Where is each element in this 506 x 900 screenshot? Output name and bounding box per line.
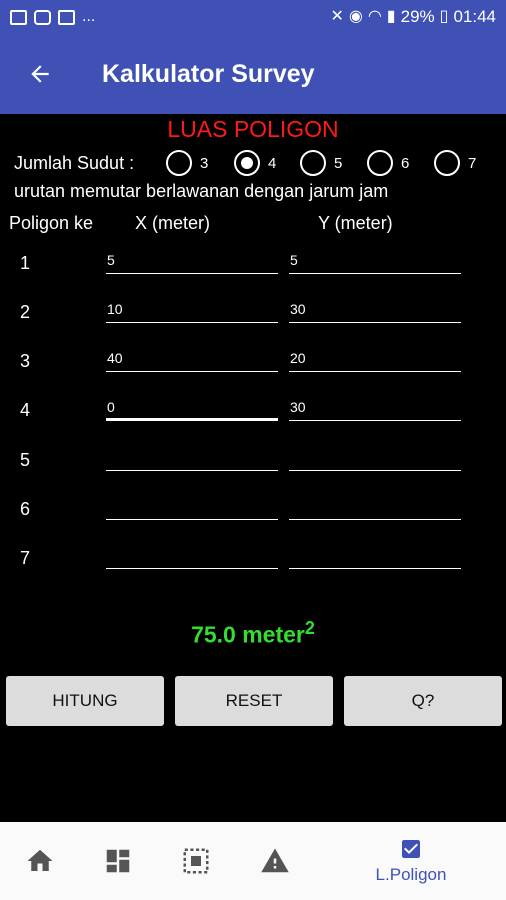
radio-option-7[interactable] <box>434 147 476 179</box>
back-button[interactable] <box>0 34 80 114</box>
app-bar <box>0 34 506 114</box>
checkbox-icon <box>399 837 423 861</box>
x-input-4[interactable]: 0 <box>106 397 278 421</box>
header-x: X (meter) <box>135 213 211 233</box>
message-icon <box>58 10 75 25</box>
row-number: 5 <box>20 450 31 470</box>
x-input-7[interactable] <box>106 545 278 569</box>
hitung-button[interactable]: HITUNG <box>6 676 164 726</box>
row-number: 3 <box>20 351 31 371</box>
nav-l-poligon[interactable] <box>356 822 466 900</box>
header-y: Y (meter) <box>318 213 393 233</box>
home-icon <box>25 846 55 876</box>
wifi-icon: ◠ <box>367 8 382 25</box>
y-input-3[interactable]: 20 <box>289 348 461 372</box>
x-input-5[interactable] <box>106 447 278 471</box>
y-input-2[interactable]: 30 <box>289 299 461 323</box>
radio-icon <box>367 150 393 176</box>
row-number: 2 <box>20 302 31 322</box>
mute-icon: ✕ <box>330 8 344 25</box>
x-input-1[interactable]: 5 <box>106 250 278 274</box>
radio-option-4[interactable] <box>234 147 276 179</box>
page-title: LUAS POLIGON <box>167 116 339 142</box>
nav-warning[interactable] <box>249 822 301 900</box>
y-input-7[interactable] <box>289 545 461 569</box>
header-poligon: Poligon ke <box>9 213 94 233</box>
row-number: 6 <box>20 499 31 519</box>
nav-label: L.Poligon <box>375 865 447 884</box>
radio-option-3[interactable] <box>166 147 208 179</box>
radio-checked-icon <box>234 150 260 176</box>
more-notifications: ... <box>82 8 96 25</box>
y-input-6[interactable] <box>289 496 461 520</box>
radio-label: 4 <box>268 154 277 172</box>
row-number: 7 <box>20 548 31 568</box>
jumlah-sudut-label: Jumlah Sudut : <box>14 152 135 173</box>
clock: 01:44 <box>453 7 496 26</box>
battery-level: 29% <box>400 7 435 26</box>
help-button[interactable]: Q? <box>344 676 502 726</box>
radio-option-5[interactable] <box>300 147 342 179</box>
row-number: 4 <box>20 400 31 420</box>
row-number: 1 <box>20 253 31 273</box>
radio-icon <box>300 150 326 176</box>
result-exponent: 2 <box>304 618 315 638</box>
result-value: 75.0 meter <box>191 621 305 648</box>
select-area-icon <box>181 846 211 876</box>
alarm-icon: ◉ <box>348 8 363 25</box>
x-input-3[interactable]: 40 <box>106 348 278 372</box>
nav-home[interactable] <box>14 822 66 900</box>
warning-icon <box>259 846 291 876</box>
reset-button[interactable]: RESET <box>175 676 333 726</box>
status-bar <box>0 0 506 34</box>
dashboard-icon <box>103 846 133 876</box>
radio-option-6[interactable] <box>367 147 409 179</box>
battery-icon: ▯ <box>439 8 449 25</box>
signal-icon: ▮ <box>386 8 396 25</box>
y-input-1[interactable]: 5 <box>289 250 461 274</box>
notification-icon <box>34 10 51 25</box>
y-input-5[interactable] <box>289 447 461 471</box>
gallery-icon <box>10 10 27 25</box>
radio-icon <box>434 150 460 176</box>
radio-label: 3 <box>200 154 209 172</box>
app-title: Kalkulator Survey <box>102 59 315 88</box>
radio-label: 6 <box>401 154 410 172</box>
result-area <box>0 618 506 649</box>
nav-dashboard[interactable] <box>92 822 144 900</box>
bottom-nav <box>0 822 506 900</box>
x-input-2[interactable]: 10 <box>106 299 278 323</box>
arrow-back-icon <box>27 61 53 87</box>
instruction-text: urutan memutar berlawanan dengan jarum jam <box>14 181 389 201</box>
y-input-4[interactable]: 30 <box>289 397 461 421</box>
radio-label: 5 <box>334 154 343 172</box>
nav-select-area[interactable] <box>170 822 222 900</box>
x-input-6[interactable] <box>106 496 278 520</box>
radio-label: 7 <box>468 154 477 172</box>
radio-icon <box>166 150 192 176</box>
